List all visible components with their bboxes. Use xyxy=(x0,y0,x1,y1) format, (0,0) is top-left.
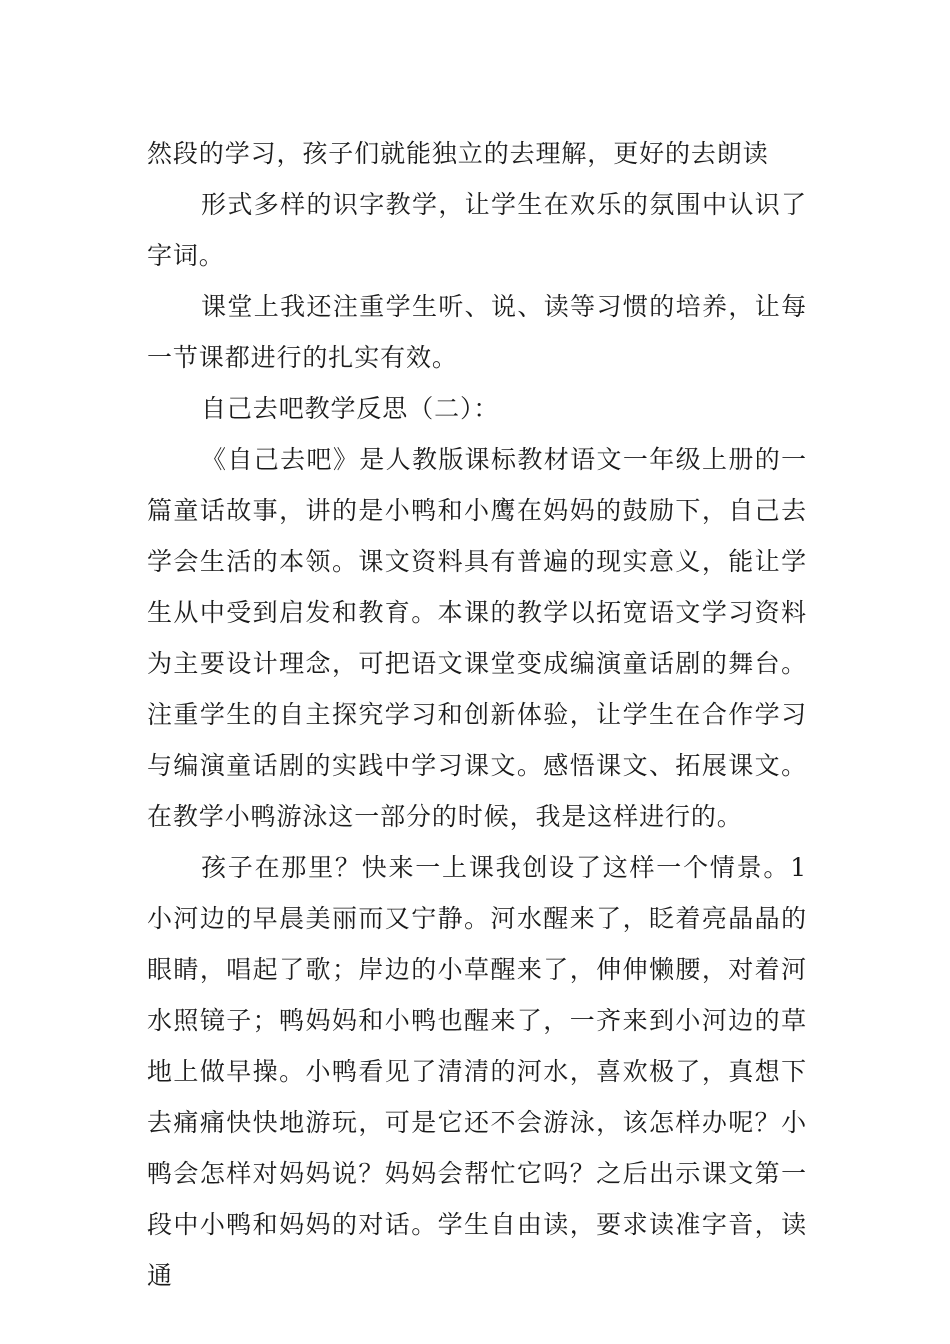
paragraph-2: 形式多样的识字教学，让学生在欢乐的氛围中认识了字词。 xyxy=(147,190,807,270)
paragraph-1: 然段的学习，孩子们就能独立的去理解，更好的去朗读 xyxy=(147,139,769,168)
section-heading: 自己去吧教学反思（二）： xyxy=(201,394,500,423)
paragraph-3: 课堂上我还注重学生听、说、读等习惯的培养，让每一节课都进行的扎实有效。 xyxy=(147,292,807,372)
paragraph-5: 《自己去吧》是人教版课标教材语文一年级上册的一篇童话故事，讲的是小鸭和小鹰在妈妈的鼓励下，自己去学会生活的本领。课文资料具有普遍的现实意义，能让学生从中受到启发和教育。本课的教学以拓宽语文学习资料为主要设计理念，可把语文课堂变成编演童话剧的舞台。注重学生的自主探究学习和创新体验，让学生在合作学习与编演童话剧的实践中学习课文。感悟课文、拓展课文。在教学小鸭游泳这一部分的时候，我是这样进行的。 xyxy=(147,445,807,831)
document-body xyxy=(147,128,807,1301)
paragraph-6: 孩子在那里？快来一上课我创设了这样一个情景。1小河边的早晨美丽而又宁静。河水醒来了，眨着亮晶晶的眼睛，唱起了歌；岸边的小草醒来了，伸伸懒腰，对着河水照镜子；鸭妈妈和小鸭也醒来了，一齐来到小河边的草地上做早操。小鸭看见了清清的河水，喜欢极了，真想下去痛痛快快地游玩，可是它还不会游泳，该怎样办呢？小鸭会怎样对妈妈说？妈妈会帮忙它吗？之后出示课文第一段中小鸭和妈妈的对话。学生自由读，要求读准字音，读通 xyxy=(147,853,807,1290)
